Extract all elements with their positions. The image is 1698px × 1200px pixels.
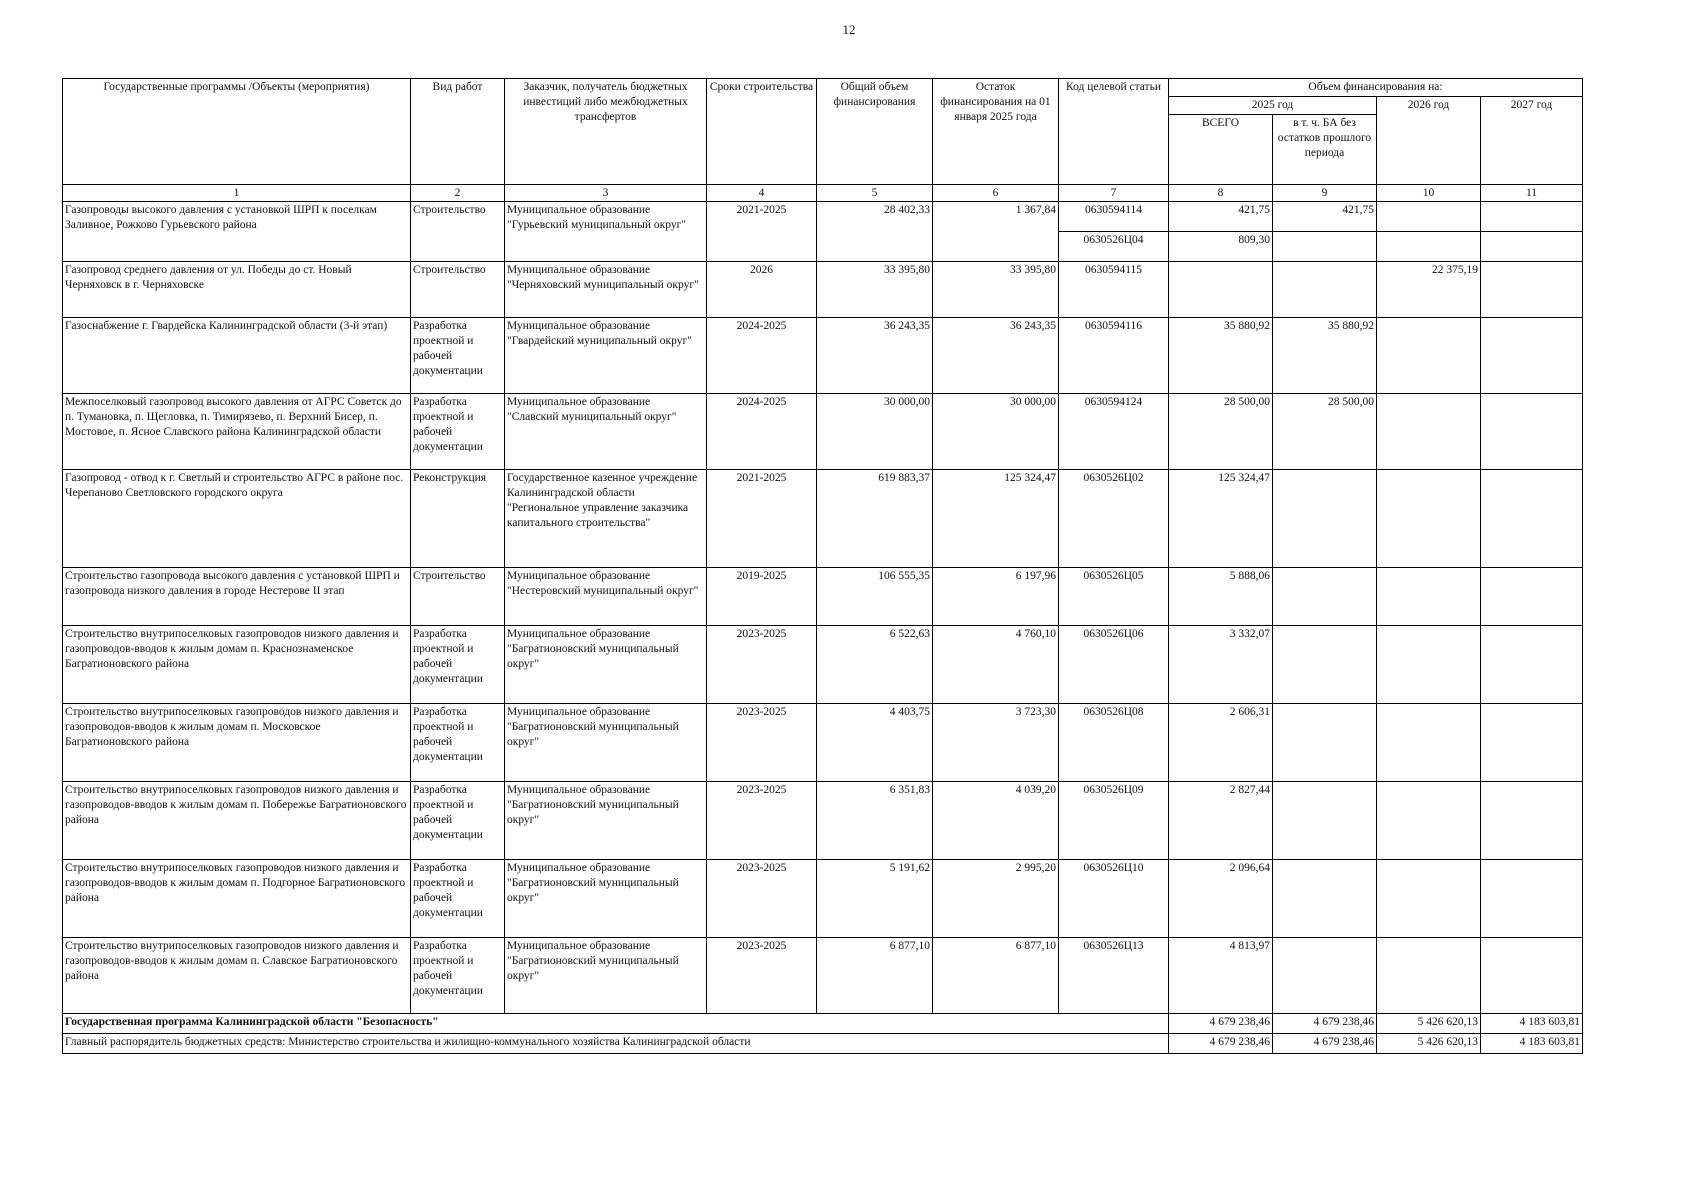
total-financing: 36 243,35	[817, 318, 933, 394]
period: 2024-2025	[707, 318, 817, 394]
customer: Муниципальное образование "Гвардейский муниципальный округ"	[505, 318, 707, 394]
total-financing: 33 395,80	[817, 262, 933, 318]
work-type: Разработка проектной и рабочей документации	[411, 704, 505, 782]
object-name: Строительство внутрипоселковых газопроводов низкого давления и газопроводов-вводов к жилым домам п. Побережье Багратионовского района	[63, 782, 411, 860]
v2026	[1377, 704, 1481, 782]
customer: Государственное казенное учреждение Калининградской области "Региональное управление заказчика капитального строительства"	[505, 470, 707, 568]
customer: Муниципальное образование "Багратионовский муниципальный округ"	[505, 860, 707, 938]
total-financing: 5 191,62	[817, 860, 933, 938]
index-cell: 3	[505, 185, 707, 202]
v2026	[1377, 202, 1481, 232]
object-name: Газопровод - отвод к г. Светлый и строительство АГРС в районе пос. Черепаново Светловского городского округа	[63, 470, 411, 568]
v2025-ba	[1273, 938, 1377, 1014]
table-row	[63, 394, 1583, 470]
total-financing: 4 403,75	[817, 704, 933, 782]
v2027	[1481, 318, 1583, 394]
remaining: 33 395,80	[933, 262, 1059, 318]
v2026: 22 375,19	[1377, 262, 1481, 318]
work-type: Разработка проектной и рабочей документации	[411, 394, 505, 470]
object-name: Газопровод среднего давления от ул. Победы до ст. Новый Черняховск в г. Черняховске	[63, 262, 411, 318]
header-code: Код целевой статьи	[1059, 79, 1169, 185]
remaining: 6 197,96	[933, 568, 1059, 626]
index-cell: 5	[817, 185, 933, 202]
header-2025-incl: в т. ч. БА без остатков прошлого периода	[1273, 115, 1377, 185]
object-name: Строительство внутрипоселковых газопроводов низкого давления и газопроводов-вводов к жилым домам п. Славское Багратионовского района	[63, 938, 411, 1014]
v2027	[1481, 860, 1583, 938]
total-financing: 30 000,00	[817, 394, 933, 470]
v2025-ba	[1273, 470, 1377, 568]
customer: Муниципальное образование "Багратионовский муниципальный округ"	[505, 704, 707, 782]
remaining: 2 995,20	[933, 860, 1059, 938]
period: 2023-2025	[707, 938, 817, 1014]
program-total-2025-ba: 4 679 238,46	[1273, 1014, 1377, 1034]
total-financing: 619 883,37	[817, 470, 933, 568]
v2025: 28 500,00	[1169, 394, 1273, 470]
code: 0630594116	[1059, 318, 1169, 394]
ministry-total-2026: 5 426 620,13	[1377, 1034, 1481, 1054]
table-row	[63, 202, 1583, 232]
ministry-total-2025: 4 679 238,46	[1169, 1034, 1273, 1054]
customer: Муниципальное образование "Черняховский муниципальный округ"	[505, 262, 707, 318]
header-work-type: Вид работ	[411, 79, 505, 185]
ministry-total-row	[63, 1034, 1583, 1054]
work-type: Разработка проектной и рабочей документации	[411, 938, 505, 1014]
header-2025: 2025 год	[1169, 97, 1377, 115]
v2027	[1481, 568, 1583, 626]
code: 0630526Ц05	[1059, 568, 1169, 626]
v2027	[1481, 202, 1583, 232]
work-type: Разработка проектной и рабочей документации	[411, 860, 505, 938]
code: 0630594115	[1059, 262, 1169, 318]
index-cell: 1	[63, 185, 411, 202]
remaining: 6 877,10	[933, 938, 1059, 1014]
object-name: Строительство внутрипоселковых газопроводов низкого давления и газопроводов-вводов к жилым домам п. Подгорное Багратионовского района	[63, 860, 411, 938]
table-row	[63, 470, 1583, 568]
v2025: 125 324,47	[1169, 470, 1273, 568]
code: 0630526Ц13	[1059, 938, 1169, 1014]
object-name: Газоснабжение г. Гвардейска Калининградской области (3-й этап)	[63, 318, 411, 394]
table-row	[63, 860, 1583, 938]
v2025-ba	[1273, 704, 1377, 782]
v2025-ba	[1273, 782, 1377, 860]
code: 0630526Ц06	[1059, 626, 1169, 704]
remaining: 4 760,10	[933, 626, 1059, 704]
header-period: Сроки строительства	[707, 79, 817, 185]
object-name: Строительство газопровода высокого давления с установкой ШРП и газопровода низкого давления в городе Нестерове II этап	[63, 568, 411, 626]
v2026	[1377, 232, 1481, 262]
program-total-label: Государственная программа Калининградской области "Безопасность"	[63, 1014, 1169, 1034]
v2026	[1377, 938, 1481, 1014]
v2027	[1481, 394, 1583, 470]
total-financing: 6 877,10	[817, 938, 933, 1014]
ministry-total-label: Главный распорядитель бюджетных средств: Министерство строительства и жилищно-коммунального хозяйства Калининградской области	[63, 1034, 1169, 1054]
program-total-2025: 4 679 238,46	[1169, 1014, 1273, 1034]
v2026	[1377, 782, 1481, 860]
v2027	[1481, 938, 1583, 1014]
code: 0630594114	[1059, 202, 1169, 232]
v2025-ba	[1273, 232, 1377, 262]
code: 0630526Ц10	[1059, 860, 1169, 938]
v2026	[1377, 626, 1481, 704]
v2025: 2 606,31	[1169, 704, 1273, 782]
work-type: Строительство	[411, 202, 505, 262]
object-name: Межпоселковый газопровод высокого давления от АГРС Советск до п. Тумановка, п. Щегловка, п. Тимирязево, п. Верхний Бисер, п. Мостовое, п. Ясное Славского района Калининградской области	[63, 394, 411, 470]
v2026	[1377, 860, 1481, 938]
table-row	[63, 262, 1583, 318]
object-name: Газопроводы высокого давления с установкой ШРП к поселкам Заливное, Рожково Гурьевского района	[63, 202, 411, 262]
program-total-row	[63, 1014, 1583, 1034]
v2027	[1481, 262, 1583, 318]
work-type: Строительство	[411, 262, 505, 318]
table-row	[63, 626, 1583, 704]
index-cell: 11	[1481, 185, 1583, 202]
v2025-ba	[1273, 860, 1377, 938]
program-total-2027: 4 183 603,81	[1481, 1014, 1583, 1034]
v2026	[1377, 470, 1481, 568]
index-row	[63, 185, 1583, 202]
period: 2021-2025	[707, 470, 817, 568]
period: 2024-2025	[707, 394, 817, 470]
v2025: 3 332,07	[1169, 626, 1273, 704]
work-type: Разработка проектной и рабочей документации	[411, 626, 505, 704]
v2025-ba	[1273, 568, 1377, 626]
customer: Муниципальное образование "Багратионовский муниципальный округ"	[505, 938, 707, 1014]
ministry-total-2027: 4 183 603,81	[1481, 1034, 1583, 1054]
code: 0630526Ц04	[1059, 232, 1169, 262]
v2025: 809,30	[1169, 232, 1273, 262]
header-customer: Заказчик, получатель бюджетных инвестиций либо межбюджетных трансфертов	[505, 79, 707, 185]
period: 2023-2025	[707, 626, 817, 704]
code: 0630526Ц02	[1059, 470, 1169, 568]
header-2027: 2027 год	[1481, 97, 1583, 185]
v2026	[1377, 394, 1481, 470]
index-cell: 4	[707, 185, 817, 202]
v2025-ba: 421,75	[1273, 202, 1377, 232]
customer: Муниципальное образование "Славский муниципальный округ"	[505, 394, 707, 470]
remaining: 4 039,20	[933, 782, 1059, 860]
table-row	[63, 318, 1583, 394]
work-type: Разработка проектной и рабочей документации	[411, 318, 505, 394]
period: 2026	[707, 262, 817, 318]
v2027	[1481, 782, 1583, 860]
period: 2021-2025	[707, 202, 817, 262]
v2026	[1377, 318, 1481, 394]
v2025	[1169, 262, 1273, 318]
object-name: Строительство внутрипоселковых газопроводов низкого давления и газопроводов-вводов к жилым домам п. Московское Багратионовского района	[63, 704, 411, 782]
total-financing: 6 522,63	[817, 626, 933, 704]
work-type: Разработка проектной и рабочей документации	[411, 782, 505, 860]
table-row	[63, 782, 1583, 860]
header-2026: 2026 год	[1377, 97, 1481, 185]
remaining: 36 243,35	[933, 318, 1059, 394]
v2025: 421,75	[1169, 202, 1273, 232]
index-cell: 6	[933, 185, 1059, 202]
header-total-financing: Общий объем финансирования	[817, 79, 933, 185]
period: 2023-2025	[707, 704, 817, 782]
total-financing: 106 555,35	[817, 568, 933, 626]
total-financing: 28 402,33	[817, 202, 933, 262]
code: 0630526Ц09	[1059, 782, 1169, 860]
program-total-2026: 5 426 620,13	[1377, 1014, 1481, 1034]
index-cell: 9	[1273, 185, 1377, 202]
work-type: Реконструкция	[411, 470, 505, 568]
work-type: Строительство	[411, 568, 505, 626]
table-row	[63, 568, 1583, 626]
v2027	[1481, 626, 1583, 704]
v2025: 2 827,44	[1169, 782, 1273, 860]
table-row	[63, 704, 1583, 782]
customer: Муниципальное образование "Багратионовский муниципальный округ"	[505, 782, 707, 860]
customer: Муниципальное образование "Багратионовский муниципальный округ"	[505, 626, 707, 704]
customer: Муниципальное образование "Нестеровский муниципальный округ"	[505, 568, 707, 626]
header-2025-total: ВСЕГО	[1169, 115, 1273, 185]
remaining: 125 324,47	[933, 470, 1059, 568]
v2025-ba	[1273, 262, 1377, 318]
page-number: 12	[842, 22, 856, 37]
v2025: 2 096,64	[1169, 860, 1273, 938]
v2027	[1481, 704, 1583, 782]
period: 2019-2025	[707, 568, 817, 626]
header-remaining: Остаток финансирования на 01 января 2025 года	[933, 79, 1059, 185]
v2025: 4 813,97	[1169, 938, 1273, 1014]
remaining: 30 000,00	[933, 394, 1059, 470]
header-volume: Объем финансирования на:	[1169, 79, 1583, 97]
period: 2023-2025	[707, 782, 817, 860]
object-name: Строительство внутрипоселковых газопроводов низкого давления и газопроводов-вводов к жилым домам п. Краснознаменское Багратионовского района	[63, 626, 411, 704]
table-row	[63, 938, 1583, 1014]
v2025-ba: 28 500,00	[1273, 394, 1377, 470]
v2025-ba: 35 880,92	[1273, 318, 1377, 394]
remaining: 1 367,84	[933, 202, 1059, 262]
v2027	[1481, 470, 1583, 568]
v2027	[1481, 232, 1583, 262]
v2026	[1377, 568, 1481, 626]
index-cell: 10	[1377, 185, 1481, 202]
v2025-ba	[1273, 626, 1377, 704]
customer: Муниципальное образование "Гурьевский муниципальный округ"	[505, 202, 707, 262]
total-financing: 6 351,83	[817, 782, 933, 860]
ministry-total-2025-ba: 4 679 238,46	[1273, 1034, 1377, 1054]
v2025: 35 880,92	[1169, 318, 1273, 394]
period: 2023-2025	[707, 860, 817, 938]
index-cell: 7	[1059, 185, 1169, 202]
v2025: 5 888,06	[1169, 568, 1273, 626]
remaining: 3 723,30	[933, 704, 1059, 782]
financing-table	[62, 78, 1583, 1054]
index-cell: 8	[1169, 185, 1273, 202]
index-cell: 2	[411, 185, 505, 202]
code: 0630526Ц08	[1059, 704, 1169, 782]
header-programs: Государственные программы /Объекты (мероприятия)	[63, 79, 411, 185]
code: 0630594124	[1059, 394, 1169, 470]
